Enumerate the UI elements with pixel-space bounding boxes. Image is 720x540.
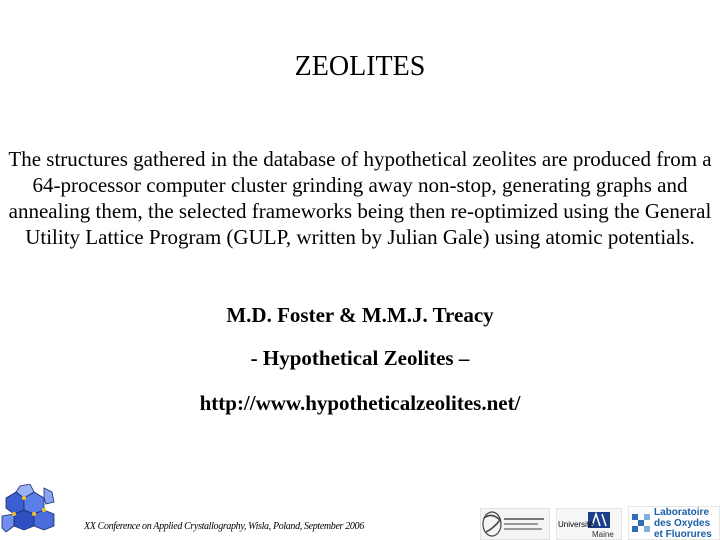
university-city: Maine (592, 530, 614, 539)
source-subtitle: - Hypothetical Zeolites – (250, 346, 470, 370)
lab-name-line1: Laboratoire (654, 507, 710, 518)
university-logo (556, 508, 622, 540)
crystal-structure-logo (0, 484, 58, 540)
conference-footer: XX Conference on Applied Crystallography, Wisla, Poland, September 2006 (84, 521, 364, 532)
lab-name-line3: et Fluorures (654, 529, 712, 540)
cnrs-logo (480, 508, 550, 540)
laboratory-logo (628, 506, 720, 540)
slide-title: ZEOLITES (294, 51, 426, 82)
source-url: http://www.hypotheticalzeolites.net/ (199, 391, 521, 415)
authors-line: M.D. Foster & M.M.J. Treacy (226, 303, 494, 327)
university-label: Université (558, 520, 594, 529)
lab-name-line2: des Oxydes (654, 518, 711, 529)
description-paragraph: The structures gathered in the database of hypothetical zeolites are produced from a 64-processor computer cluster grinding away non-stop, generating graphs and annealing them, the selected frameworks being then re-optimized using the General Utility Lattice Program (GULP, written by Julian Gale) using atomic potentials. (8, 147, 712, 249)
